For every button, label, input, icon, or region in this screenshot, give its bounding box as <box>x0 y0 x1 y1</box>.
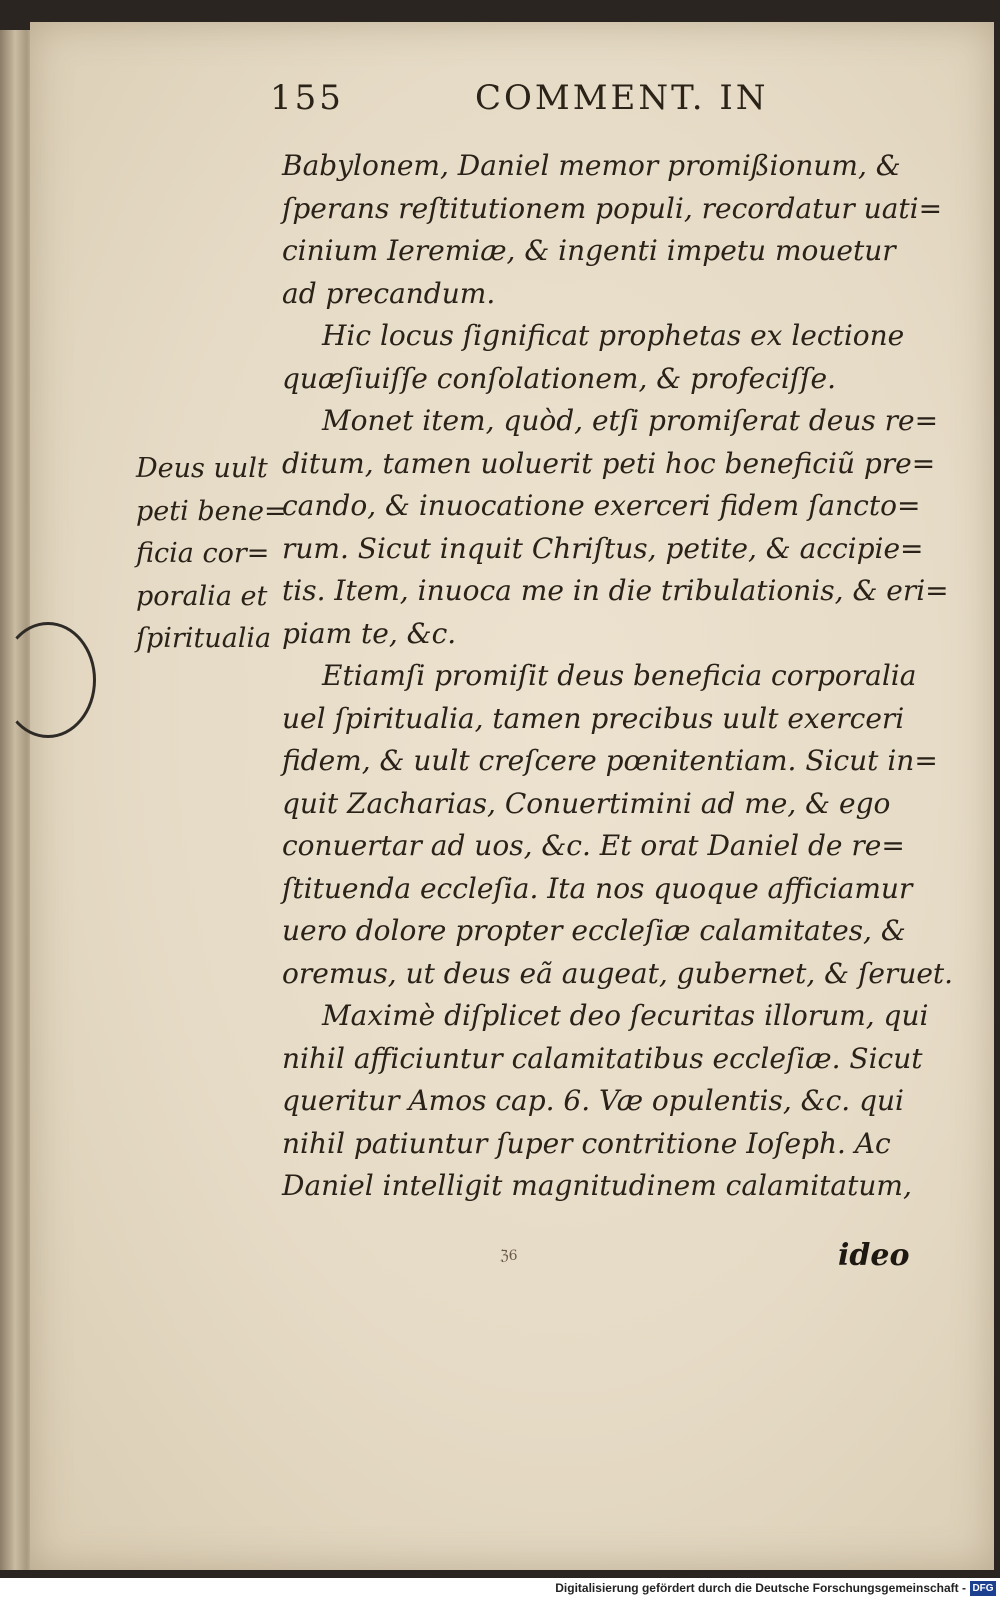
text-line: ditum, tamen uoluerit peti hoc beneficiũ pre= <box>282 446 936 480</box>
text-line: ad precandum. <box>282 276 496 310</box>
text-line: Daniel intelligit magnitudinem calamitatum, <box>282 1169 912 1202</box>
text-line: ſperans reſtitutionem populi, recordatur uati= <box>282 191 943 225</box>
text-line: quit Zacharias, Conuertimini ad me, & ego <box>282 786 891 820</box>
text-line: uero dolore propter eccleſiæ calamitates, & <box>282 914 906 947</box>
dfg-logo-icon: DFG <box>970 1581 996 1596</box>
catchword: ideo <box>838 1238 910 1273</box>
text-line: quæſiuiſſe conſolationem, & profeciſſe. <box>282 361 836 395</box>
text-line: Hic locus ſignificat prophetas ex lectione <box>322 319 905 352</box>
page-number: 155 <box>270 78 344 118</box>
margin-note-line: peti bene= <box>136 495 287 527</box>
text-line: Etiamſi promiſit deus beneficia corporalia <box>322 659 917 692</box>
text-line: Babylonem, Daniel memor promißionum, & <box>282 149 901 182</box>
margin-note-line: ſpiritualia <box>136 623 272 654</box>
text-line: oremus, ut deus eã augeat, gubernet, & ſeruet. <box>282 956 954 990</box>
text-line: piam te, &c. <box>282 616 457 650</box>
text-line: nihil patiuntur ſuper contritione Ioſeph. Ac <box>282 1126 891 1160</box>
text-line: Maximè diſplicet deo ſecuritas illorum, qui <box>322 999 929 1032</box>
text-line: fidem, & uult creſcere pœnitentiam. Sicut in= <box>282 744 938 777</box>
thumb-shadow <box>0 622 96 738</box>
margin-note <box>136 448 286 661</box>
body-text <box>282 145 954 1208</box>
text-line: rum. Sicut inquit Chriſtus, petite, & accipie= <box>282 531 924 565</box>
signature-mark: ℨ6 <box>500 1248 518 1264</box>
text-line: ſtituenda eccleſia. Ita nos quoque afficiamur <box>282 871 913 905</box>
text-line: conuertar ad uos, &c. Et orat Daniel de re= <box>282 829 905 862</box>
text-line: cando, & inuocatione exerceri fidem ſancto= <box>282 489 921 522</box>
funding-credit: Digitalisierung gefördert durch die Deutsche Forschungsgemeinschaft - <box>555 1581 966 1595</box>
margin-note-line: poralia et <box>136 580 268 612</box>
text-line: nihil afficiuntur calamitatibus eccleſiæ. Sicut <box>282 1041 923 1075</box>
running-title: COMMENT. IN <box>475 78 769 118</box>
text-line: uel ſpiritualia, tamen precibus uult exerceri <box>282 701 905 735</box>
margin-note-line: Deus uult <box>136 453 268 484</box>
text-line: tis. Item, inuoca me in die tribulationis, & eri= <box>282 574 949 607</box>
text-line: Monet item, quòd, etſi promiſerat deus re= <box>322 404 939 437</box>
footer-bar <box>0 1578 1000 1600</box>
text-line: queritur Amos cap. 6. Væ opulentis, &c. qui <box>282 1084 904 1117</box>
margin-note-line: ficia cor= <box>136 538 270 569</box>
text-line: cinium Ieremiæ, & ingenti impetu mouetur <box>282 234 896 267</box>
